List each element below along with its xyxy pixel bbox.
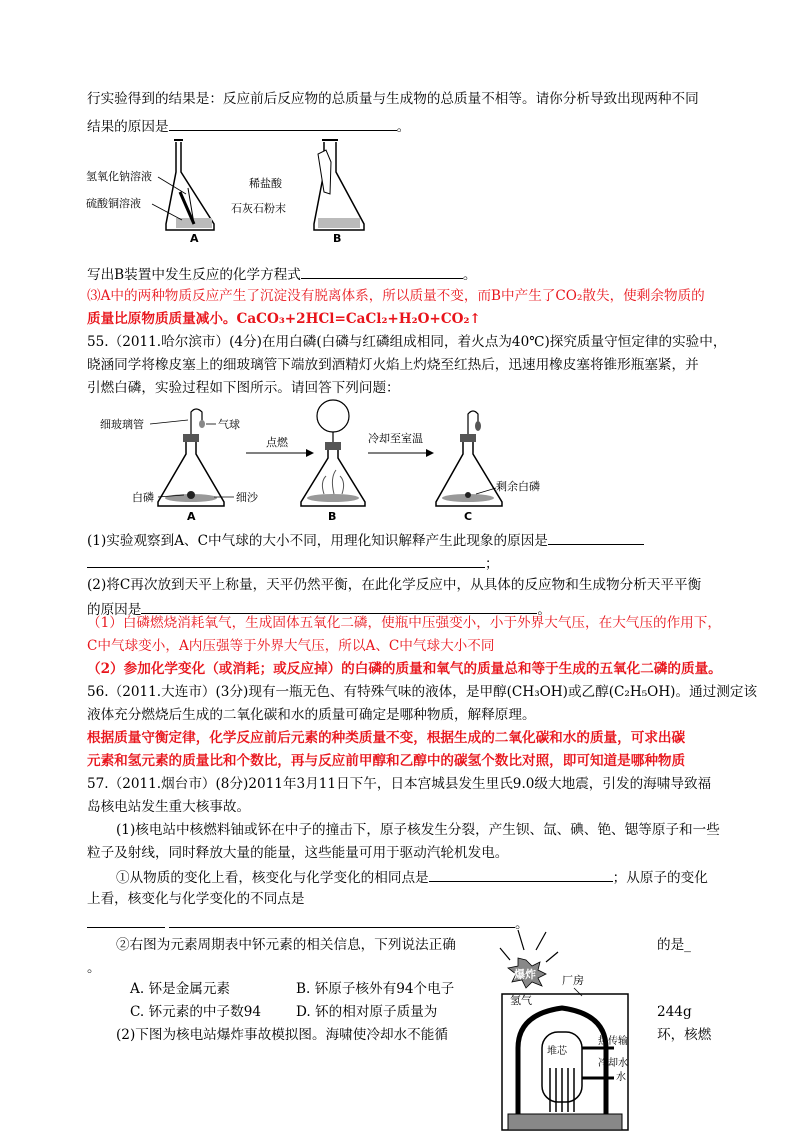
punctuation: ； [485, 556, 499, 572]
answer-line: ⑶A中的两种物质反应产生了沉淀没有脱离体系，所以质量不变，而B中产生了CO₂散失，使剩余物质的 [87, 288, 705, 304]
building-label: 厂房 [562, 974, 584, 987]
option-b[interactable]: B. 钚原子核外有94个电子 [296, 981, 455, 997]
answer-blank[interactable] [87, 553, 485, 568]
question-line [87, 553, 499, 573]
answer-blank[interactable] [301, 264, 463, 279]
punctuation: 。 [396, 119, 411, 135]
phosphorus-figure [96, 398, 566, 523]
prompt-text: 结果的原因是 [87, 119, 169, 135]
hydrogen-label: 氢气 [510, 994, 532, 1007]
remaining-label: 剩余白磷 [496, 480, 540, 493]
label-a: A [187, 510, 196, 523]
punctuation: 。 [515, 916, 529, 932]
cuso4-label: 硫酸铜溶液 [86, 197, 141, 210]
answer-blank[interactable] [429, 867, 613, 882]
prompt-text: (1)实验观察到A、C中气球的大小不同，用理化知识解释产生此现象的原因是 [87, 533, 548, 549]
question-line [116, 867, 708, 887]
option-a[interactable]: A. 钚是金属元素 [130, 981, 231, 997]
flask-b [314, 140, 364, 230]
ignite-label: 点燃 [266, 436, 288, 449]
label-a: A [190, 232, 199, 245]
option-d[interactable]: D. 钚的相对原子质量为 [296, 1004, 438, 1020]
answer-blank[interactable] [141, 599, 537, 614]
water-label: 水 [616, 1072, 626, 1083]
question-line: 岛核电站发生重大核事故。 [87, 799, 251, 815]
prompt-text: 的原因是 [87, 602, 142, 618]
question-line [87, 264, 477, 284]
question-line: (2)下图为核电站爆炸事故模拟图。海啸使冷却水不能循 [116, 1027, 448, 1043]
answer-line: 元素和氢元素的质量比和个数比，再与反应前甲醇和乙醇中的碳氢个数比对照，即可知道是哪种物质 [87, 753, 686, 769]
answer-blank[interactable] [169, 913, 515, 928]
explosion-label: 爆炸 [514, 968, 536, 981]
question-line: 上看，核变化与化学变化的不同点是 [87, 891, 305, 907]
nuclear-plant-figure [488, 928, 648, 1132]
naoh-label: 氢氧化钠溶液 [86, 170, 152, 183]
answer-blank[interactable] [169, 116, 397, 131]
question-line: 晓涵同学将橡皮塞上的细玻璃管下端放到酒精灯火焰上灼烧至红热后，迅速用橡皮塞将锥形瓶塞紧，并 [87, 357, 699, 373]
punctuation: 。 [537, 602, 551, 618]
question-line: 环，核燃 [657, 1027, 712, 1043]
hcl-label: 稀盐酸 [249, 177, 282, 190]
flask-c [436, 411, 502, 506]
question-line: 引燃白磷，实验过程如下图所示。请回答下列问题： [87, 380, 400, 396]
question-line: (1)核电站中核燃料铀或钚在中子的撞击下，原子核发生分裂，产生钡、氙、碘、铯、锶等原子和一些 [116, 822, 720, 838]
answer-blank[interactable] [87, 913, 165, 928]
sand-label: 细沙 [236, 491, 258, 504]
flask-ab-figure [86, 132, 376, 247]
phosphorus-label: 白磷 [132, 491, 154, 504]
prompt-text: 写出B装置中发生反应的化学方程式 [87, 267, 301, 283]
limestone-label: 石灰石粉末 [231, 202, 286, 215]
prompt-text: 的是_ [657, 937, 691, 953]
question-line: 粒子及射线，同时释放大量的能量，这些能量可用于驱动汽轮机发电。 [87, 845, 509, 861]
heat-transfer-label: 热传输 [598, 1036, 628, 1047]
answer-blank[interactable] [548, 530, 644, 545]
label-c: C [464, 510, 473, 523]
question-line [87, 913, 529, 933]
answer-line: C中气球变小，A内压强等于外界大气压，所以A、C中气球大小不同 [87, 638, 495, 654]
flask-a [158, 409, 224, 506]
punctuation: 。 [462, 267, 477, 283]
answer-line: （1）白磷燃烧消耗氧气，生成固体五氧化二磷，使瓶中压强变小，小于外界大气压，在大气压的作用下， [87, 615, 721, 631]
question-line: ②右图为元素周期表中钚元素的相关信息，下列说法正确 [116, 937, 456, 953]
balloon-label: 气球 [218, 418, 240, 431]
question-line: (2)将C再次放到天平上称量，天平仍然平衡，在此化学反应中，从具体的反应物和生成物分析天平平衡 [87, 577, 702, 593]
question-line: 液体充分燃烧后生成的二氧化碳和水的质量可确定是哪种物质，解释原理。 [87, 707, 536, 723]
punctuation: 。 [87, 960, 101, 976]
question-line: 56.（2011.大连市）(3分)现有一瓶无色、有特殊气味的液体，是甲醇(CH₃OH)或乙醇(C₂H₅OH)。通过测定该 [87, 684, 758, 700]
cool-label: 冷却至室温 [368, 432, 423, 445]
option-d-unit: 244g [657, 1004, 692, 1020]
core-label: 堆芯 [547, 1046, 567, 1057]
question-line [87, 530, 644, 550]
answer-line: （2）参加化学变化（或消耗；或反应掉）的白磷的质量和氧气的质量总和等于生成的五氧化二磷的质量。 [87, 661, 722, 677]
label-b: B [328, 510, 337, 523]
question-line: 55.（2011.哈尔滨市）(4分)在用白磷(白磷与红磷组成相同，着火点为40℃)探究质量守恒定律的实验中， [87, 334, 727, 350]
flask-a [166, 140, 214, 230]
option-c[interactable]: C. 钚元素的中子数94 [130, 1004, 262, 1020]
answer-line: 根据质量守衡定律，化学反应前后元素的种类质量不变，根据生成的二氧化碳和水的质量，可求出碳 [87, 730, 686, 746]
label-b: B [333, 232, 342, 245]
tube-label: 细玻璃管 [100, 418, 144, 431]
prompt-text: ①从物质的变化上看，核变化与化学变化的相同点是 [116, 870, 429, 886]
answer-line: 质量比原物质质量减小。CaCO₃+2HCl=CaCl₂+H₂O+CO₂↑ [87, 311, 481, 327]
cooling-water-label: 冷却水 [598, 1058, 628, 1069]
question-line: 57.（2011.烟台市）(8分)2011年3月11日下午，日本宫城县发生里氏9.0级大地震，引发的海啸导致福 [87, 776, 712, 792]
text-line: 行实验得到的结果是：反应前后反应物的总质量与生成物的总质量不相等。请你分析导致出现两种不同 [87, 91, 699, 107]
prompt-text: ；从原子的变化 [612, 870, 708, 886]
